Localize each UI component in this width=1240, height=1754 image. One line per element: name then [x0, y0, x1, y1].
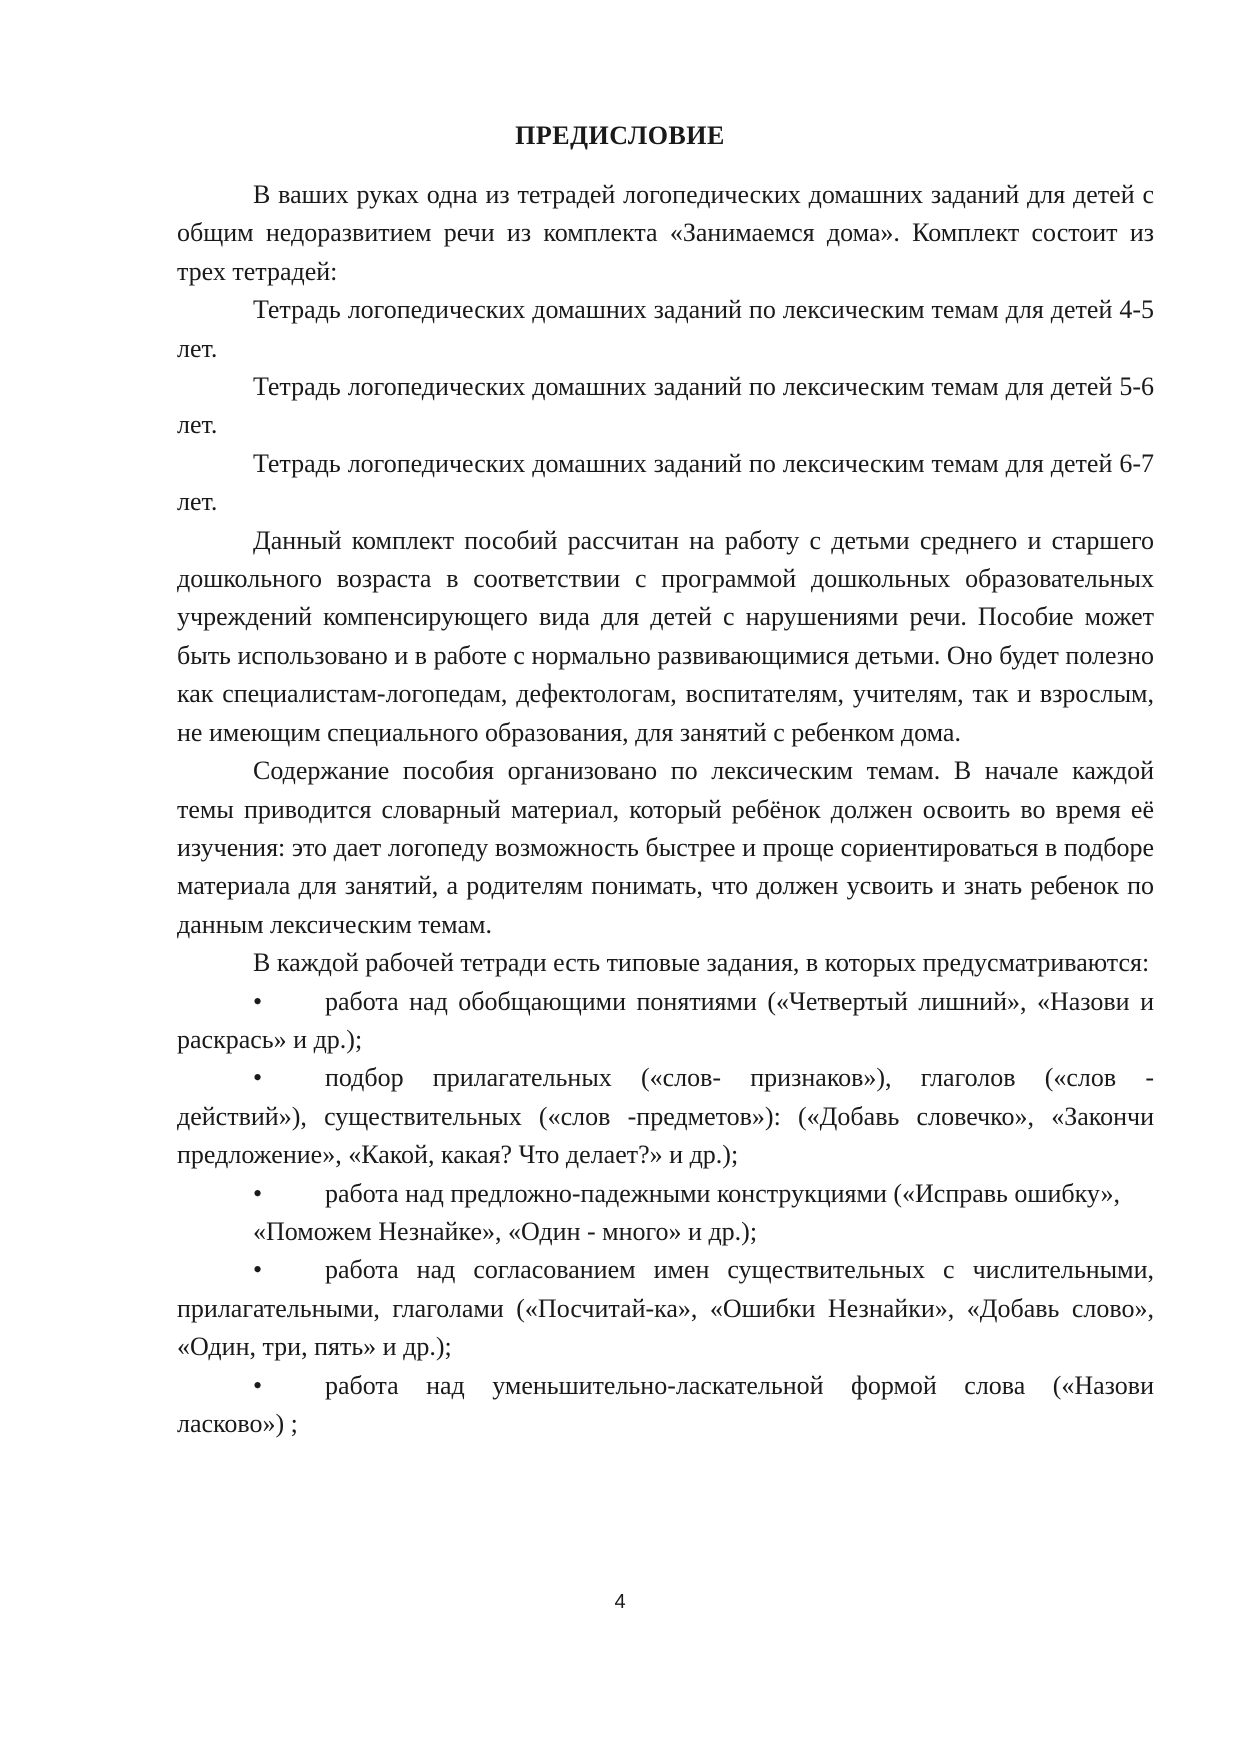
page-title: ПРЕДИСЛОВИЕ	[515, 121, 725, 150]
list-item-text: работа над уменьшительно-ласкательной формой слова («Назови ласково») ;	[177, 1370, 1154, 1438]
list-item-text: работа над обобщающими понятиями («Четвертый лишний», «Назови и раскрась» и др.);	[177, 986, 1154, 1054]
paragraph: В каждой рабочей тетради есть типовые задания, в которых предусматриваются:	[253, 948, 1150, 978]
paragraph: В ваших руках одна из тетрадей логопедических домашних заданий для детей с общим недоразвитием речи из комплекта «Занимаемся дома». Комплект состоит из трех тетрадей:	[177, 180, 1154, 286]
bullet-icon: •	[253, 986, 263, 1016]
paragraph: Тетрадь логопедических домашних заданий по лексическим темам для детей 4-5 лет.	[177, 295, 1154, 363]
paragraph: Содержание пособия организовано по лексическим темам. В начале каждой темы приводится словарный материал, который ребёнок должен освоить во время её изучения: это дает логопеду возможность быстрее и проще сориентироваться в подборе материала для занятий, а родителям понимать, что должен усвоить и знать ребенок по данным лексическим темам.	[177, 756, 1154, 939]
bullet-icon: •	[253, 1255, 263, 1285]
bullet-icon: •	[253, 1178, 263, 1208]
paragraph: Тетрадь логопедических домашних заданий по лексическим темам для детей 5-6 лет.	[177, 372, 1154, 440]
document-body	[177, 176, 1154, 1443]
paragraph: Тетрадь логопедических домашних заданий по лексическим темам для детей 6-7 лет.	[177, 448, 1154, 517]
bullet-icon: •	[253, 1370, 263, 1400]
list-item	[177, 1059, 1154, 1174]
paragraph: Данный комплект пособий рассчитан на работу с детьми среднего и старшего дошкольного возраста в соответствии с программой дошкольных образовательных учреждений компенсирующего вида для детей с нарушениями речи. Пособие может быть использовано и в работе с нормально развивающимися детьми. Оно будет полезно как специалистам-логопедам, дефектологам, воспитателям, учителям, так и взрослым, не имеющим специального образования, для занятий с ребенком дома.	[177, 525, 1154, 747]
list-item-text: подбор прилагательных («слов- признаков»), глаголов («слов - действий»), существительных («слов -предметов»): («Добавь словечко», «Закончи предложение», «Какой, какая? Что делает?» и др.);	[177, 1063, 1154, 1170]
list-item	[177, 1367, 1154, 1444]
bullet-icon: •	[253, 1063, 263, 1093]
page-number: 4	[614, 1591, 626, 1613]
list-item	[177, 1251, 1154, 1366]
list-item-text: работа над предложно-падежными конструкциями («Исправь ошибку»,	[325, 1178, 1120, 1208]
list-item-continuation: «Поможем Незнайке», «Один - много» и др.);	[253, 1216, 758, 1246]
list-item	[177, 1175, 1154, 1213]
list-item	[177, 983, 1154, 1060]
list-item-text: работа над согласованием имен существительных с числительными, прилагательными, глаголами («Посчитай-ка», «Ошибки Незнайки», «Добавь слово», «Один, три, пять» и др.);	[177, 1255, 1154, 1362]
